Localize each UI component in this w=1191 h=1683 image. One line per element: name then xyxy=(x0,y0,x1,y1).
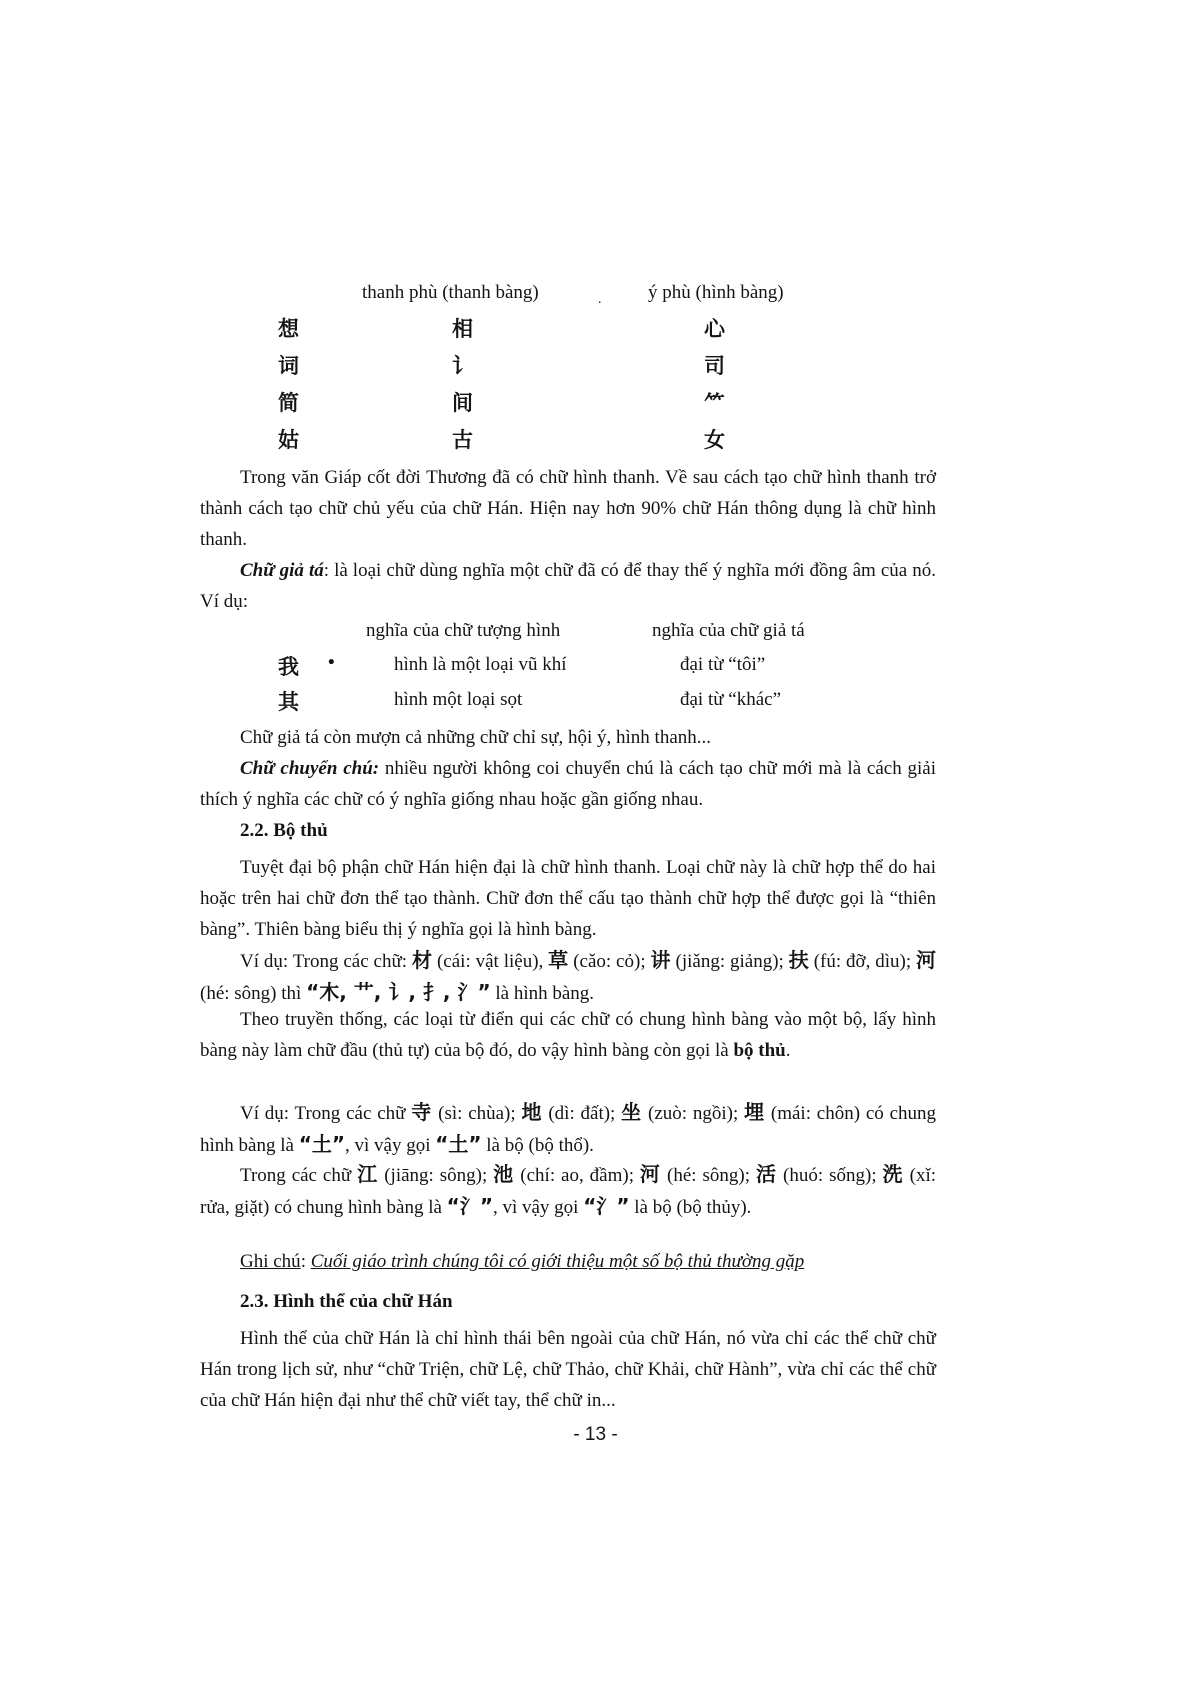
paragraph-bo-thu-definition xyxy=(200,1004,936,1066)
table2-pictographic: hình một loại sọt xyxy=(394,689,523,710)
han-char: 活 xyxy=(755,1162,778,1186)
table2-header-borrowed: nghĩa của chữ giả tá xyxy=(652,620,805,641)
term-bo-thu: bộ thủ xyxy=(733,1040,786,1061)
table1-semantic: 女 xyxy=(704,428,725,452)
text-run: (fú: đỡ, dìu); xyxy=(808,951,917,972)
text-run: (dì: đất); xyxy=(542,1103,622,1124)
text-run: (cǎo: cỏ); xyxy=(568,951,651,972)
text-run: (hé: sông) thì xyxy=(200,983,307,1004)
radical: “土” xyxy=(298,1132,345,1156)
radical-list: “木, 艹, 讠, 扌, 氵” xyxy=(306,980,491,1004)
table1-phonetic: 相 xyxy=(452,317,473,341)
han-char: 扶 xyxy=(788,948,809,972)
note-label: Ghi chú xyxy=(240,1251,301,1272)
section-heading-2-2: 2.2. Bộ thủ xyxy=(240,820,328,841)
paragraph-chuyen-chu xyxy=(200,753,936,815)
text-run: . xyxy=(785,1040,791,1061)
text-run: : xyxy=(300,1251,311,1272)
text-run: (sì: chùa); xyxy=(432,1103,522,1124)
stray-mark: . xyxy=(598,292,602,307)
han-char: 江 xyxy=(357,1162,379,1186)
table1-char: 简 xyxy=(278,391,299,415)
han-char: 寺 xyxy=(411,1100,433,1124)
table2-char: 我 xyxy=(278,655,299,679)
text-run: , vì vậy gọi xyxy=(492,1197,584,1218)
han-char: 讲 xyxy=(650,948,671,972)
table1-semantic: 司 xyxy=(704,354,725,378)
paragraph-gia-ta-more: Chữ giả tá còn mượn cả những chữ chỉ sự, hội ý, hình thanh... xyxy=(240,727,712,748)
table1-phonetic: 间 xyxy=(452,391,473,415)
text-run: Ví dụ: Trong các chữ xyxy=(240,1103,412,1124)
paragraph-bo-thu-intro: Tuyệt đại bộ phận chữ Hán hiện đại là chữ hình thanh. Loại chữ này là chữ hợp thể do hai hoặc trên hai chữ đơn thể tạo thành. Chữ đơn thể cấu tạo thành chữ hợp thể được gọi là “thiên bàng”. Thiên bàng biểu thị ý nghĩa gọi là hình bàng. xyxy=(200,857,936,940)
table2-char: 其 xyxy=(278,690,299,714)
han-char: 埋 xyxy=(744,1100,766,1124)
page-number: - 13 - xyxy=(573,1424,618,1445)
text-run: (hé: sông); xyxy=(661,1165,756,1186)
section-heading-2-3: 2.3. Hình thể của chữ Hán xyxy=(240,1291,453,1312)
text-run: là hình bàng. xyxy=(490,983,595,1004)
bullet-dot: • xyxy=(328,652,335,673)
text-run: (cái: vật liệu), xyxy=(432,951,549,972)
paragraph-hinh-thanh: Trong văn Giáp cốt đời Thương đã có chữ hình thanh. Về sau cách tạo chữ hình thanh trở thành cách tạo chữ chủ yếu của chữ Hán. Hiện nay hơn 90% chữ Hán thông dụng là chữ hình thanh. xyxy=(200,467,936,550)
table1-phonetic: 古 xyxy=(452,428,473,452)
text-run: (zuò: ngồi); xyxy=(642,1103,745,1124)
radical: “氵” xyxy=(446,1194,493,1218)
paragraph-example-bo-thuy xyxy=(200,1159,936,1223)
han-char: 材 xyxy=(411,948,433,972)
radical: “土” xyxy=(435,1132,482,1156)
text-run: Ví dụ: Trong các chữ: xyxy=(240,951,412,972)
table2-borrowed: đại từ “tôi” xyxy=(680,654,766,675)
han-char: 地 xyxy=(521,1100,543,1124)
text-run: Trong các chữ xyxy=(240,1165,358,1186)
text-run: (jiāng: sông); xyxy=(378,1165,494,1186)
han-char: 河 xyxy=(916,948,937,972)
table2-pictographic: hình là một loại vũ khí xyxy=(394,654,567,675)
term-gia-ta: Chữ giả tá xyxy=(240,560,324,581)
han-char: 河 xyxy=(639,1162,662,1186)
table1-char: 姑 xyxy=(278,428,299,452)
table1-semantic: ⺮ xyxy=(704,391,725,415)
note-line xyxy=(240,1251,804,1273)
text-run: là bộ (bộ thổ). xyxy=(481,1135,594,1156)
paragraph-example-hinh-bang xyxy=(200,945,936,1009)
table1-char: 想 xyxy=(278,317,299,341)
chuyen-chu-definition: nhiều người không coi chuyển chú là cách tạo chữ mới mà là cách giải thích ý nghĩa các chữ có ý nghĩa giống nhau hoặc gần giống nhau. xyxy=(200,758,936,810)
han-char: 坐 xyxy=(621,1100,643,1124)
text-run: là bộ (bộ thủy). xyxy=(629,1197,752,1218)
table1-semantic: 心 xyxy=(704,317,725,341)
text-run: (chí: ao, đầm); xyxy=(514,1165,640,1186)
table1-char: 词 xyxy=(278,354,299,378)
note-text: Cuối giáo trình chúng tôi có giới thiệu một số bộ thủ thường gặp xyxy=(310,1251,805,1272)
gia-ta-definition: : là loại chữ dùng nghĩa một chữ đã có để thay thế ý nghĩa mới đồng âm của nó. Ví dụ: xyxy=(200,560,936,612)
han-char: 草 xyxy=(548,948,569,972)
text-run: (huó: sống); xyxy=(777,1165,883,1186)
text-run: , vì vậy gọi xyxy=(344,1135,436,1156)
table2-header-pictographic: nghĩa của chữ tượng hình xyxy=(366,620,561,641)
paragraph-hinh-the: Hình thể của chữ Hán là chỉ hình thái bên ngoài của chữ Hán, nó vừa chỉ các thể chữ chữ Hán trong lịch sử, như “chữ Triện, chữ Lệ, chữ Thảo, chữ Khải, chữ Hành”, vừa chỉ các thể chữ của chữ Hán hiện đại như thể chữ viết tay, thể chữ in... xyxy=(200,1328,936,1411)
text-run: Theo truyền thống, các loại từ điển qui các chữ có chung hình bàng vào một bộ, lấy hình bàng này làm chữ đầu (thủ tự) của bộ đó, do vậy hình bàng còn gọi là xyxy=(200,1009,936,1061)
table1-header-semantic: ý phù (hình bàng) xyxy=(648,282,784,303)
text-run: (jiǎng: giảng); xyxy=(670,951,789,972)
paragraph-example-bo-tho xyxy=(200,1097,936,1161)
table1-phonetic: 讠 xyxy=(452,354,473,378)
text-run: (mái: chôn) có chung hình bàng là xyxy=(200,1103,937,1156)
table2-borrowed: đại từ “khác” xyxy=(680,689,782,710)
han-char: 池 xyxy=(493,1162,515,1186)
table1-header-phonetic: thanh phù (thanh bàng) xyxy=(362,282,539,303)
term-chuyen-chu: Chữ chuyển chú: xyxy=(240,758,380,779)
text-run: (xǐ: rửa, giặt) có chung hình bàng là xyxy=(200,1165,937,1218)
han-char: 洗 xyxy=(882,1162,904,1186)
radical: “氵” xyxy=(583,1194,630,1218)
paragraph-gia-ta xyxy=(200,555,936,617)
